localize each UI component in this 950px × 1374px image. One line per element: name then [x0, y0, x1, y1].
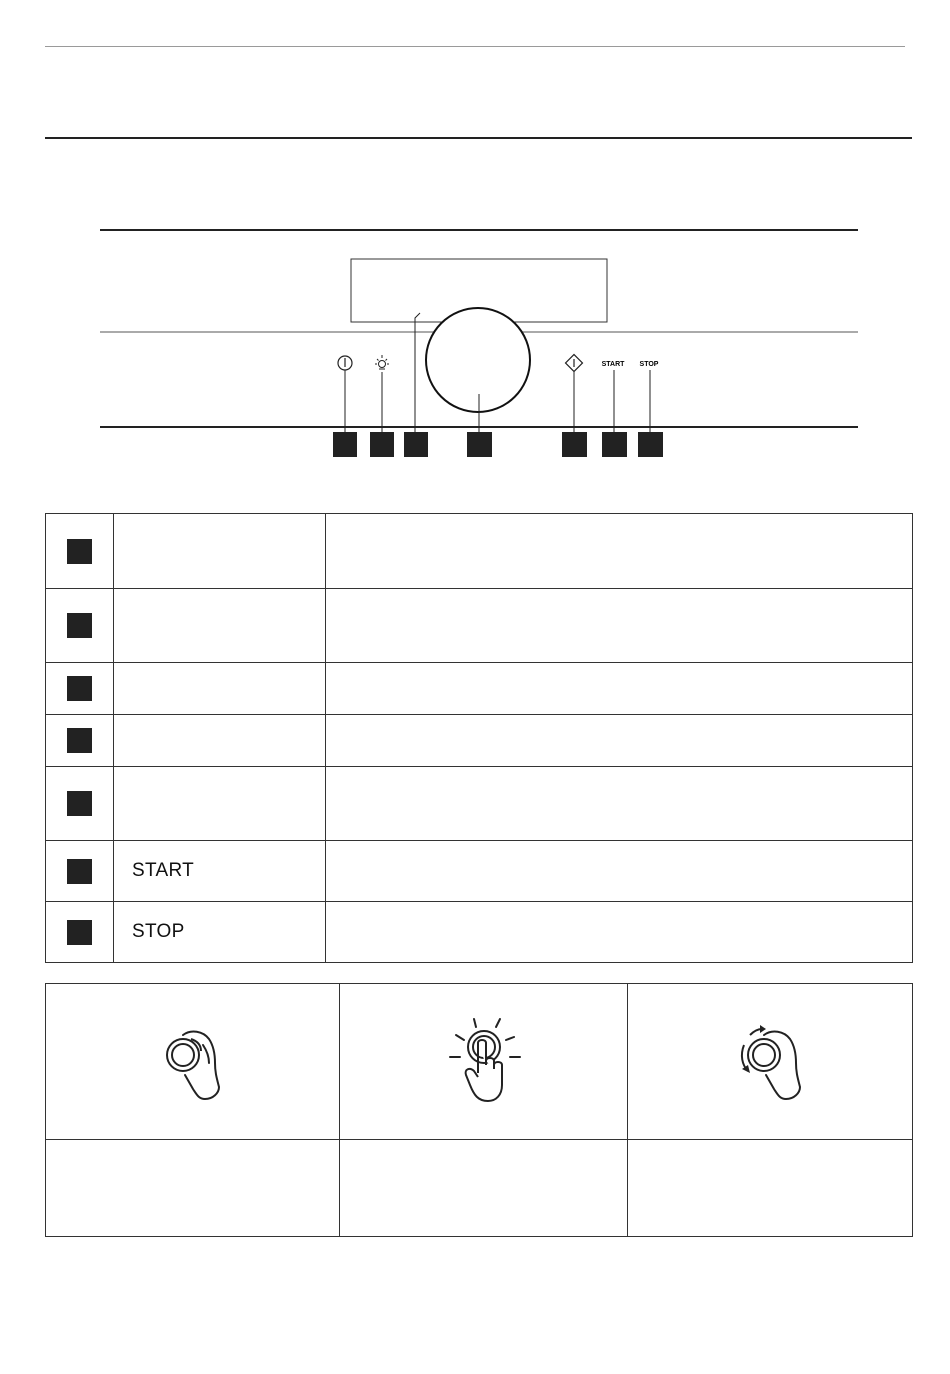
callout-cell	[46, 715, 114, 767]
description-cell	[326, 841, 913, 902]
table-row	[46, 841, 913, 902]
symbol-cell	[114, 589, 326, 663]
callout-7	[638, 432, 663, 457]
callout-4	[467, 432, 492, 457]
description-cell	[326, 589, 913, 663]
action-text-cell	[46, 1140, 340, 1237]
table-row	[46, 589, 913, 663]
table-row	[46, 984, 913, 1140]
control-panel-diagram	[0, 0, 950, 470]
knob-rotate-hand-icon	[730, 1015, 810, 1105]
callout-cell	[46, 663, 114, 715]
callout-square	[67, 791, 92, 816]
table-row	[46, 514, 913, 589]
start-diamond-icon	[566, 355, 583, 372]
callout-cell	[46, 902, 114, 963]
callout-cell	[46, 589, 114, 663]
start-label: START	[601, 361, 625, 368]
control-table	[45, 513, 913, 963]
callout-cell	[46, 841, 114, 902]
knob-actions-table	[45, 983, 913, 1237]
symbol-cell	[114, 663, 326, 715]
action-icon-cell	[340, 984, 628, 1140]
control-knob	[426, 308, 530, 412]
start-symbol-cell: START	[114, 841, 326, 902]
callout-6	[602, 432, 627, 457]
callout-cell	[46, 767, 114, 841]
lamp-icon	[375, 355, 389, 369]
table-row	[46, 902, 913, 963]
table-row	[46, 715, 913, 767]
description-cell	[326, 902, 913, 963]
description-cell	[326, 767, 913, 841]
callout-1	[333, 432, 357, 457]
action-text-cell	[340, 1140, 628, 1237]
callout-cell	[46, 514, 114, 589]
callout-2	[370, 432, 394, 457]
callout-square	[67, 676, 92, 701]
callout-square	[67, 613, 92, 638]
callout-square	[67, 920, 92, 945]
knob-press-hand-icon	[444, 1015, 524, 1105]
callout-square	[67, 539, 92, 564]
callout-square	[67, 728, 92, 753]
stop-label: STOP	[639, 361, 659, 368]
symbol-cell	[114, 767, 326, 841]
leader-3	[415, 313, 420, 432]
description-cell	[326, 663, 913, 715]
table-row	[46, 767, 913, 841]
knob-grip-hand-icon	[153, 1015, 233, 1105]
action-text-cell	[628, 1140, 913, 1237]
callout-3	[404, 432, 428, 457]
callout-5	[562, 432, 587, 457]
action-icon-cell	[46, 984, 340, 1140]
symbol-cell	[114, 514, 326, 589]
table-row	[46, 1140, 913, 1237]
description-cell	[326, 514, 913, 589]
table-row	[46, 663, 913, 715]
callout-square	[67, 859, 92, 884]
symbol-cell	[114, 715, 326, 767]
power-icon	[338, 356, 352, 370]
action-icon-cell	[628, 984, 913, 1140]
description-cell	[326, 715, 913, 767]
stop-symbol-cell: STOP	[114, 902, 326, 963]
